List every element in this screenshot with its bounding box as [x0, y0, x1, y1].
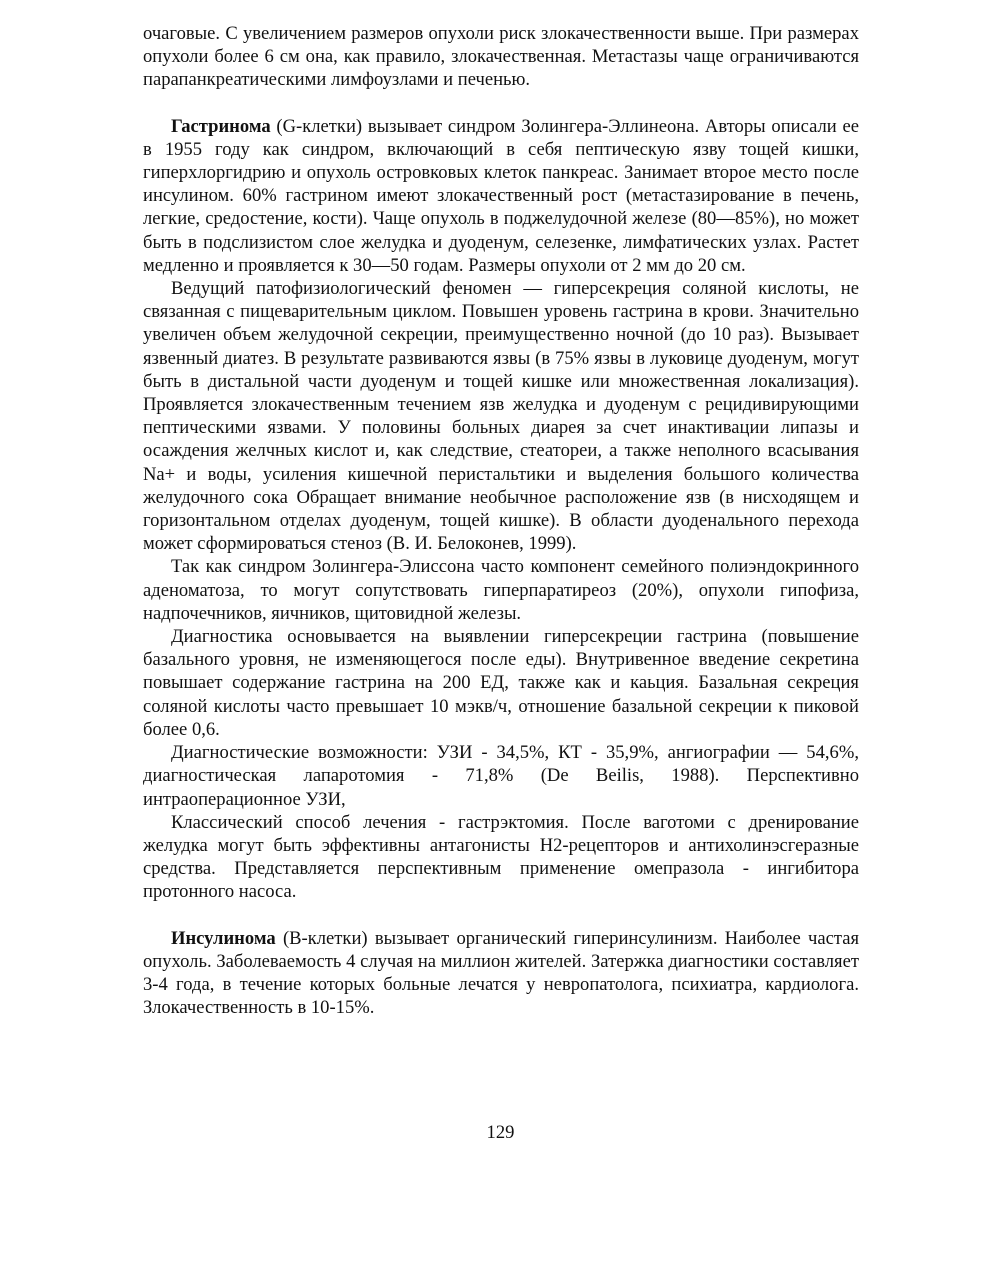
page-body [143, 22, 859, 1019]
paragraph-diagnostics: Диагностика основывается на выявлении гиперсекреции гастрина (повышение базального уровня, не изменяющегося после еды). Внутривенное введение секретина повышает содержание гастрина на 200 ЕД, также как и каьция. Базальная секреция соляной кислоты часто превышает 10 мэкв/ч, отношение базальной секреции к пиковой более 0,6. [143, 626, 859, 740]
term-insulinoma: Инсулинома [171, 927, 276, 949]
paragraph-insulinoma [143, 927, 859, 1020]
paragraph-treatment: Классический способ лечения - гастрэктомия. После ваготоми с дренирование желудка могут быть эффективны антагонисты Н2-рецепторов и антихолинэсгеразные средства. Представляется перспективным применение омепразола - ингибитора протонного насоса. [143, 811, 859, 903]
paragraph-insulinoma-text: (В-клетки) вызывает органический гиперинсулинизм. Наиболее частая опухоль. Заболеваемость 4 случая на миллион жителей. Затержка диагностики составляет 3-4 года, в течение которых больные лечатся у невропатолога, психиатра, кардиолога. Злокачественность в 10-15%. [143, 927, 859, 1019]
page-number: 129 [486, 1122, 515, 1143]
paragraph-syndrome: Так как синдром Золингера-Элиссона часто компонент семейного полиэндокринного аденоматоза, то могут сопутствовать гиперпаратиреоз (20%), опухоли гипофиза, надпочечников, яичников, щитовидной железы. [143, 556, 859, 624]
paragraph-gastrinoma-text: (G-клетки) вызывает синдром Золингера-Эллинеона. Авторы описали ее в 1955 году как синдром, включающий в себя пептическую язву тощей кишки, гиперхлоргидрию и опухоль островковых клеток панкреас. Занимает второе место после инсулином. 60% гастрином имеют злокачественный рост (метастазирование в печень, легкие, средостение, кости). Чаще опухоль в поджелудочной железе (80—85%), но может быть в подслизистом слое желудка и дуоденум, селезенке, лимфатических узлах. Растет медленно и проявляется к 30—50 годам. Размеры опухоли от 2 мм до 20 см. [143, 115, 859, 276]
paragraph-diagnostic-options: Диагностические возможности: УЗИ - 34,5%, КТ - 35,9%, ангиографии — 54,6%, диагностическая лапаротомия - 71,8% (De Beilis, 1988). Перспективно интраоперационное УЗИ, [143, 742, 859, 810]
paragraph-pathophysiology: Ведущий патофизиологический феномен — гиперсекреция соляной кислоты, не связанная с пищеварительным циклом. Повышен уровень гастрина в крови. Значительно увеличен объем желудочной секреции, преимущественно ночной (до 10 раз). Вызывает язвенный диатез. В результате развиваются язвы (в 75% язвы в луковице дуоденум, могут быть в дистальной части дуоденум и тощей кишке или множественная локализация). Проявляется злокачественным течением язв желудка и дуоденум с рецидивирующими пептическими язвами. У половины больных диарея за счет инактивации липазы и осаждения желчных кислот и, как следствие, стеатореи, а также неполного всасывания Na+ и воды, усиления кишечной перистальтики и выделения большого количества желудочного сока Обращает внимание необычное расположение язв (в нисходящем и горизонтальном отделах дуоденум, тощей кишке). В области дуоденального перехода может сформироваться стеноз (В. И. Белоконев, 1999). [143, 278, 859, 555]
paragraph-carryover: очаговые. С увеличением размеров опухоли риск злокачественности выше. При размерах опухоли более 6 см она, как правило, злокачественная. Метастазы чаще ограничиваются парапанкреатическими лимфоузлами и печенью. [143, 23, 859, 91]
term-gastrinoma: Гастринома [171, 115, 271, 137]
paragraph-gastrinoma [143, 115, 859, 277]
